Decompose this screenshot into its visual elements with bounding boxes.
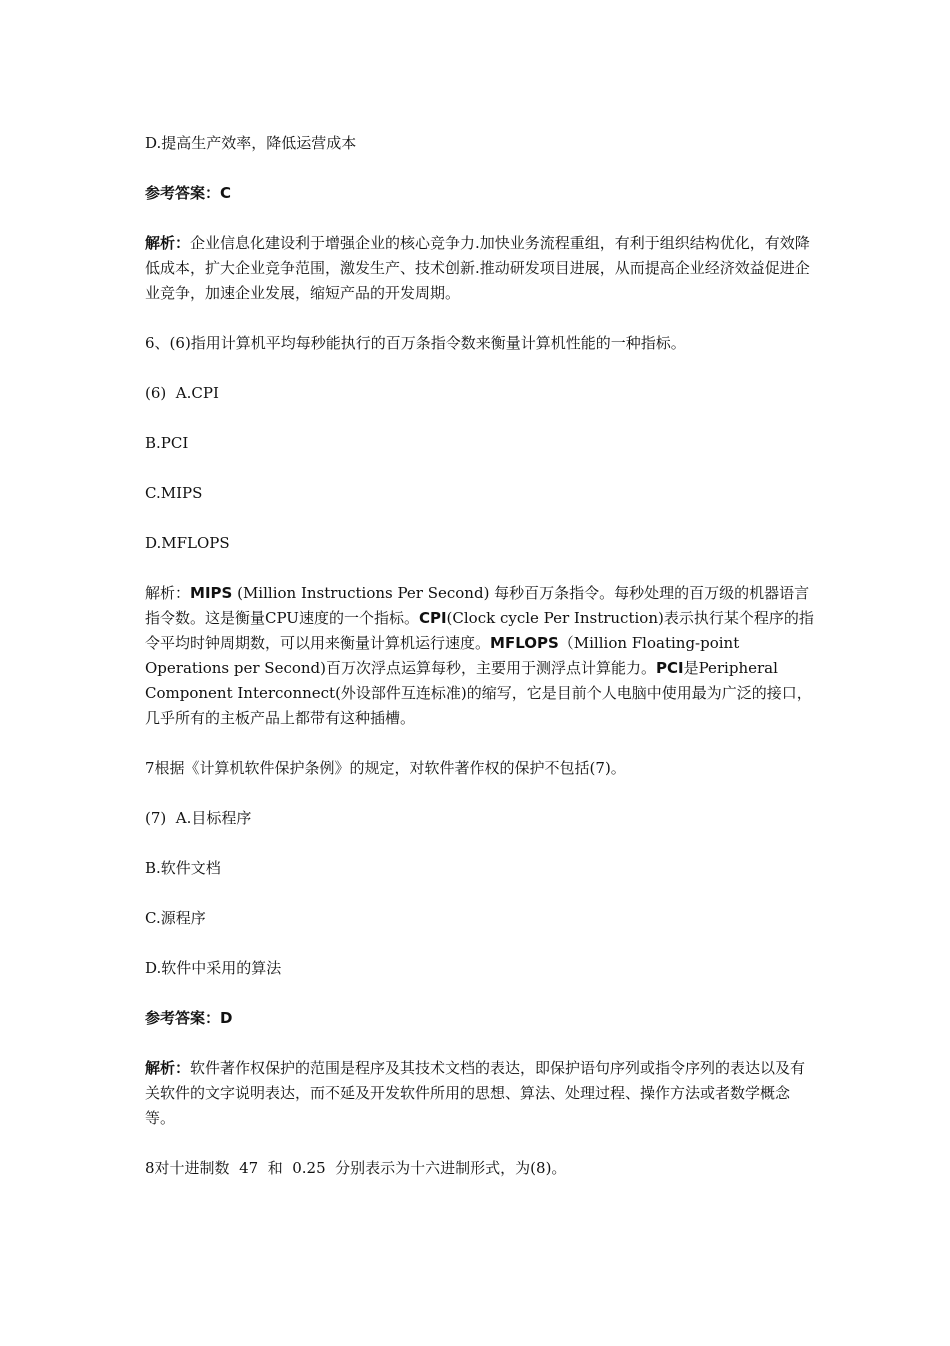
answer-value: C: [220, 184, 232, 202]
term-cpi: CPI: [418, 609, 447, 627]
q5-option-d: D.提高生产效率，降低运营成本: [145, 134, 357, 152]
answer-label: 参考答案：: [145, 184, 221, 202]
question-number: (7): [145, 809, 167, 827]
q5-analysis: [145, 231, 815, 306]
mflops-desc: （Million Floating-point Operations per Second)百万次浮点运算每秒，主要用于测浮点计算能力。: [145, 634, 745, 677]
mips-desc: (Million Instructions Per Second) 每秒百万条指令。每秒处理的百万级的机器语言指令数。这是衡量CPU速度的一个指标。: [145, 584, 810, 627]
cpi-desc: (Clock cycle Per Instruction)表示执行某个程序的指令平均时钟周期数，可以用来衡量计算机运行速度。: [145, 609, 814, 652]
term-mflops: MFLOPS: [490, 634, 559, 652]
q5-answer: [145, 181, 815, 206]
q6-option-c: C.MIPS: [145, 484, 203, 502]
q6-option-d: D.MFLOPS: [145, 534, 230, 552]
q6-option-b: B.PCI: [145, 434, 189, 452]
q7-question: 7根据《计算机软件保护条例》的规定，对软件著作权的保护不包括(7)。: [145, 759, 626, 777]
q6-option-a: [145, 381, 815, 406]
option-text: A.目标程序: [175, 809, 252, 827]
q7-option-a: [145, 806, 815, 831]
q7-option-d: D.软件中采用的算法: [145, 959, 282, 977]
q7-analysis: [145, 1056, 815, 1131]
q6-analysis: [145, 581, 815, 731]
term-mips: MIPS: [190, 584, 233, 602]
answer-value: D: [220, 1009, 233, 1027]
question-number: (6): [145, 384, 167, 402]
analysis-label: 解析：: [145, 1059, 191, 1077]
pci-desc: 是Peripheral Component Interconnect(外设部件互连标准)的缩写，它是目前个人电脑中使用最为广泛的接口，几乎所有的主板产品上都带有这种插槽。: [145, 659, 812, 727]
q7-option-b: B.软件文档: [145, 859, 221, 877]
analysis-text: 软件著作权保护的范围是程序及其技术文档的表达，即保护语句序列或指令序列的表达以及有关软件的文字说明表达，而不延及开发软件所用的思想、算法、处理过程、操作方法或者数学概念等。: [145, 1059, 806, 1127]
q8-question: 8对十进制数 47 和 0.25 分别表示为十六进制形式，为(8)。: [145, 1159, 567, 1177]
analysis-label: 解析：: [145, 234, 191, 252]
answer-label: 参考答案：: [145, 1009, 221, 1027]
term-pci: PCI: [656, 659, 684, 677]
option-text: A.CPI: [175, 384, 219, 402]
analysis-text: 企业信息化建设利于增强企业的核心竞争力.加快业务流程重组，有利于组织结构优化，有效降低成本，扩大企业竞争范围，激发生产、技术创新.推动研发项目进展，从而提高企业经济效益促进企业竞争，加速企业发展，缩短产品的开发周期。: [145, 234, 810, 302]
analysis-label: 解析：: [145, 584, 191, 602]
q7-option-c: C.源程序: [145, 909, 206, 927]
q7-answer: [145, 1006, 815, 1031]
q6-question: 6、(6)指用计算机平均每秒能执行的百万条指令数来衡量计算机性能的一种指标。: [145, 334, 686, 352]
